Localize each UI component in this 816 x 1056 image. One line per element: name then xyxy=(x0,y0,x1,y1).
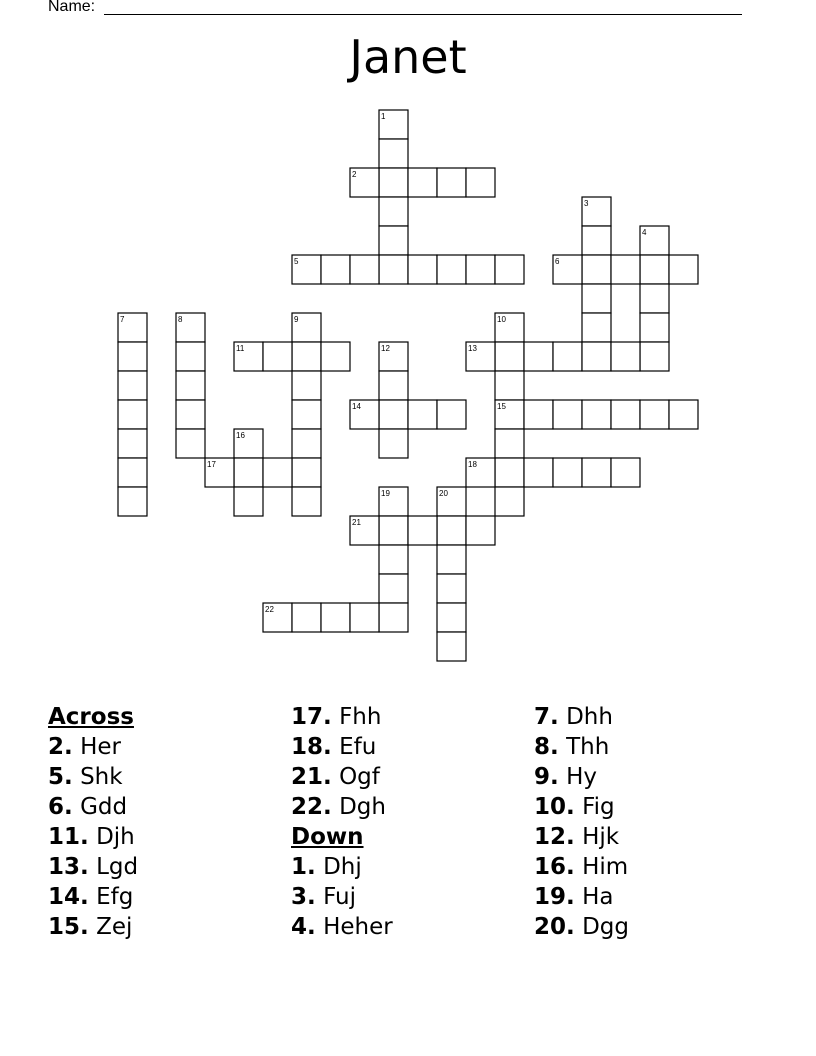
across-heading: Across xyxy=(48,704,134,730)
grid-cell[interactable] xyxy=(524,400,553,429)
grid-cell[interactable] xyxy=(495,487,524,516)
grid-cell[interactable] xyxy=(437,632,466,661)
grid-cell[interactable] xyxy=(176,400,205,429)
grid-cell[interactable] xyxy=(379,516,408,545)
grid-number: 17 xyxy=(207,460,216,469)
grid-number: 15 xyxy=(497,402,506,411)
grid-cell[interactable] xyxy=(292,458,321,487)
grid-number: 8 xyxy=(178,315,183,324)
grid-cell[interactable] xyxy=(379,574,408,603)
clue-across-14: 14. Efg xyxy=(48,884,134,910)
grid-cell[interactable] xyxy=(495,458,524,487)
grid-cell[interactable] xyxy=(176,429,205,458)
grid-cell[interactable] xyxy=(118,342,147,371)
grid-cell[interactable] xyxy=(292,487,321,516)
grid-number: 13 xyxy=(468,344,477,353)
grid-cell[interactable] xyxy=(379,197,408,226)
grid-cell[interactable] xyxy=(379,139,408,168)
grid-cell[interactable] xyxy=(524,458,553,487)
grid-cell[interactable] xyxy=(234,458,263,487)
clue-across-21: 21. Ogf xyxy=(291,764,380,790)
grid-cell[interactable] xyxy=(321,342,350,371)
grid-cell[interactable] xyxy=(640,400,669,429)
grid-number: 7 xyxy=(120,315,125,324)
grid-cell[interactable] xyxy=(379,168,408,197)
grid-cell[interactable] xyxy=(292,342,321,371)
clue-across-22: 22. Dgh xyxy=(291,794,386,820)
grid-cell[interactable] xyxy=(379,255,408,284)
grid-cell[interactable] xyxy=(292,371,321,400)
clue-across-11: 11. Djh xyxy=(48,824,135,850)
clue-across-13: 13. Lgd xyxy=(48,854,139,880)
grid-cell[interactable] xyxy=(582,255,611,284)
grid-cell[interactable] xyxy=(582,284,611,313)
grid-cell[interactable] xyxy=(379,400,408,429)
grid-cell[interactable] xyxy=(379,226,408,255)
grid-cell[interactable] xyxy=(495,342,524,371)
grid-cell[interactable] xyxy=(408,255,437,284)
clue-down-10: 10. Fig xyxy=(534,794,615,820)
grid-cell[interactable] xyxy=(669,400,698,429)
grid-number: 11 xyxy=(236,344,245,353)
clue-down-16: 16. Him xyxy=(534,854,629,880)
grid-cell[interactable] xyxy=(437,516,466,545)
clue-across-18: 18. Efu xyxy=(291,734,377,760)
grid-number: 6 xyxy=(555,257,560,266)
grid-cell[interactable] xyxy=(466,168,495,197)
grid-cell[interactable] xyxy=(379,545,408,574)
clue-down-20: 20. Dgg xyxy=(534,914,629,940)
grid-cell[interactable] xyxy=(640,255,669,284)
grid-cell[interactable] xyxy=(437,603,466,632)
grid-cell[interactable] xyxy=(640,342,669,371)
grid-cell[interactable] xyxy=(466,516,495,545)
clue-down-1: 1. Dhj xyxy=(291,854,362,880)
grid-cell[interactable] xyxy=(437,255,466,284)
clue-across-6: 6. Gdd xyxy=(48,794,128,820)
grid-number: 20 xyxy=(439,489,448,498)
clue-across-5: 5. Shk xyxy=(48,764,123,790)
grid-cell[interactable] xyxy=(408,516,437,545)
grid-cell[interactable] xyxy=(611,458,640,487)
grid-cell[interactable] xyxy=(611,342,640,371)
grid-number: 9 xyxy=(294,315,299,324)
grid-cell[interactable] xyxy=(292,603,321,632)
clue-column-2 xyxy=(291,702,393,942)
grid-cell[interactable] xyxy=(669,255,698,284)
clue-down-7: 7. Dhh xyxy=(534,704,613,730)
clue-column-1 xyxy=(48,702,138,942)
grid-cell[interactable] xyxy=(495,429,524,458)
grid-cell[interactable] xyxy=(234,487,263,516)
grid-cell[interactable] xyxy=(437,574,466,603)
clue-across-15: 15. Zej xyxy=(48,914,133,940)
grid-cell[interactable] xyxy=(640,313,669,342)
grid-number: 21 xyxy=(352,518,361,527)
grid-cell[interactable] xyxy=(321,255,350,284)
grid-number: 2 xyxy=(352,170,357,179)
grid-cell[interactable] xyxy=(553,400,582,429)
grid-cell[interactable] xyxy=(611,400,640,429)
clue-down-4: 4. Heher xyxy=(291,914,393,940)
grid-cell[interactable] xyxy=(495,255,524,284)
grid-cell[interactable] xyxy=(553,458,582,487)
grid-cell[interactable] xyxy=(379,429,408,458)
grid-cell[interactable] xyxy=(118,400,147,429)
grid-cell[interactable] xyxy=(118,429,147,458)
grid-cell[interactable] xyxy=(263,458,292,487)
clue-across-2: 2. Her xyxy=(48,734,121,760)
grid-cell[interactable] xyxy=(118,458,147,487)
grid-cell[interactable] xyxy=(292,400,321,429)
grid-cell[interactable] xyxy=(524,342,553,371)
grid-cell[interactable] xyxy=(582,342,611,371)
grid-cell[interactable] xyxy=(408,168,437,197)
clue-down-8: 8. Thh xyxy=(534,734,610,760)
grid-cell[interactable] xyxy=(582,226,611,255)
clue-down-19: 19. Ha xyxy=(534,884,614,910)
clue-down-3: 3. Fuj xyxy=(291,884,357,910)
grid-cell[interactable] xyxy=(408,400,437,429)
grid-cell[interactable] xyxy=(118,371,147,400)
grid-cell[interactable] xyxy=(379,603,408,632)
grid-cell[interactable] xyxy=(582,313,611,342)
grid-number: 18 xyxy=(468,460,477,469)
grid-cell[interactable] xyxy=(553,342,582,371)
clue-column-3 xyxy=(534,702,629,942)
grid-number: 14 xyxy=(352,402,361,411)
grid-cell[interactable] xyxy=(611,255,640,284)
grid-number: 19 xyxy=(381,489,390,498)
name-label: Name: xyxy=(48,0,96,15)
grid-cell[interactable] xyxy=(582,400,611,429)
grid-cell[interactable] xyxy=(350,603,379,632)
down-heading: Down xyxy=(291,824,364,850)
grid-cell[interactable] xyxy=(176,371,205,400)
grid-cell[interactable] xyxy=(437,400,466,429)
grid-cell[interactable] xyxy=(495,371,524,400)
page-title: Janet xyxy=(349,30,467,84)
grid-number: 10 xyxy=(497,315,506,324)
clue-down-9: 9. Hy xyxy=(534,764,597,790)
clue-down-12: 12. Hjk xyxy=(534,824,620,850)
grid-number: 3 xyxy=(584,199,589,208)
grid-cell[interactable] xyxy=(118,487,147,516)
grid-cell[interactable] xyxy=(292,429,321,458)
grid-number: 16 xyxy=(236,431,245,440)
grid-cell[interactable] xyxy=(350,255,379,284)
grid-cell[interactable] xyxy=(437,168,466,197)
grid-cell[interactable] xyxy=(437,545,466,574)
grid-number: 5 xyxy=(294,257,299,266)
grid-number: 22 xyxy=(265,605,274,614)
grid-cell[interactable] xyxy=(379,371,408,400)
grid-cell[interactable] xyxy=(582,458,611,487)
grid-cell[interactable] xyxy=(263,342,292,371)
grid-number: 1 xyxy=(381,112,386,121)
grid-number: 4 xyxy=(642,228,647,237)
grid-cell[interactable] xyxy=(466,255,495,284)
grid-cell[interactable] xyxy=(640,284,669,313)
clue-across-17: 17. Fhh xyxy=(291,704,382,730)
grid-cell[interactable] xyxy=(321,603,350,632)
grid-number: 12 xyxy=(381,344,390,353)
grid-cell[interactable] xyxy=(176,342,205,371)
